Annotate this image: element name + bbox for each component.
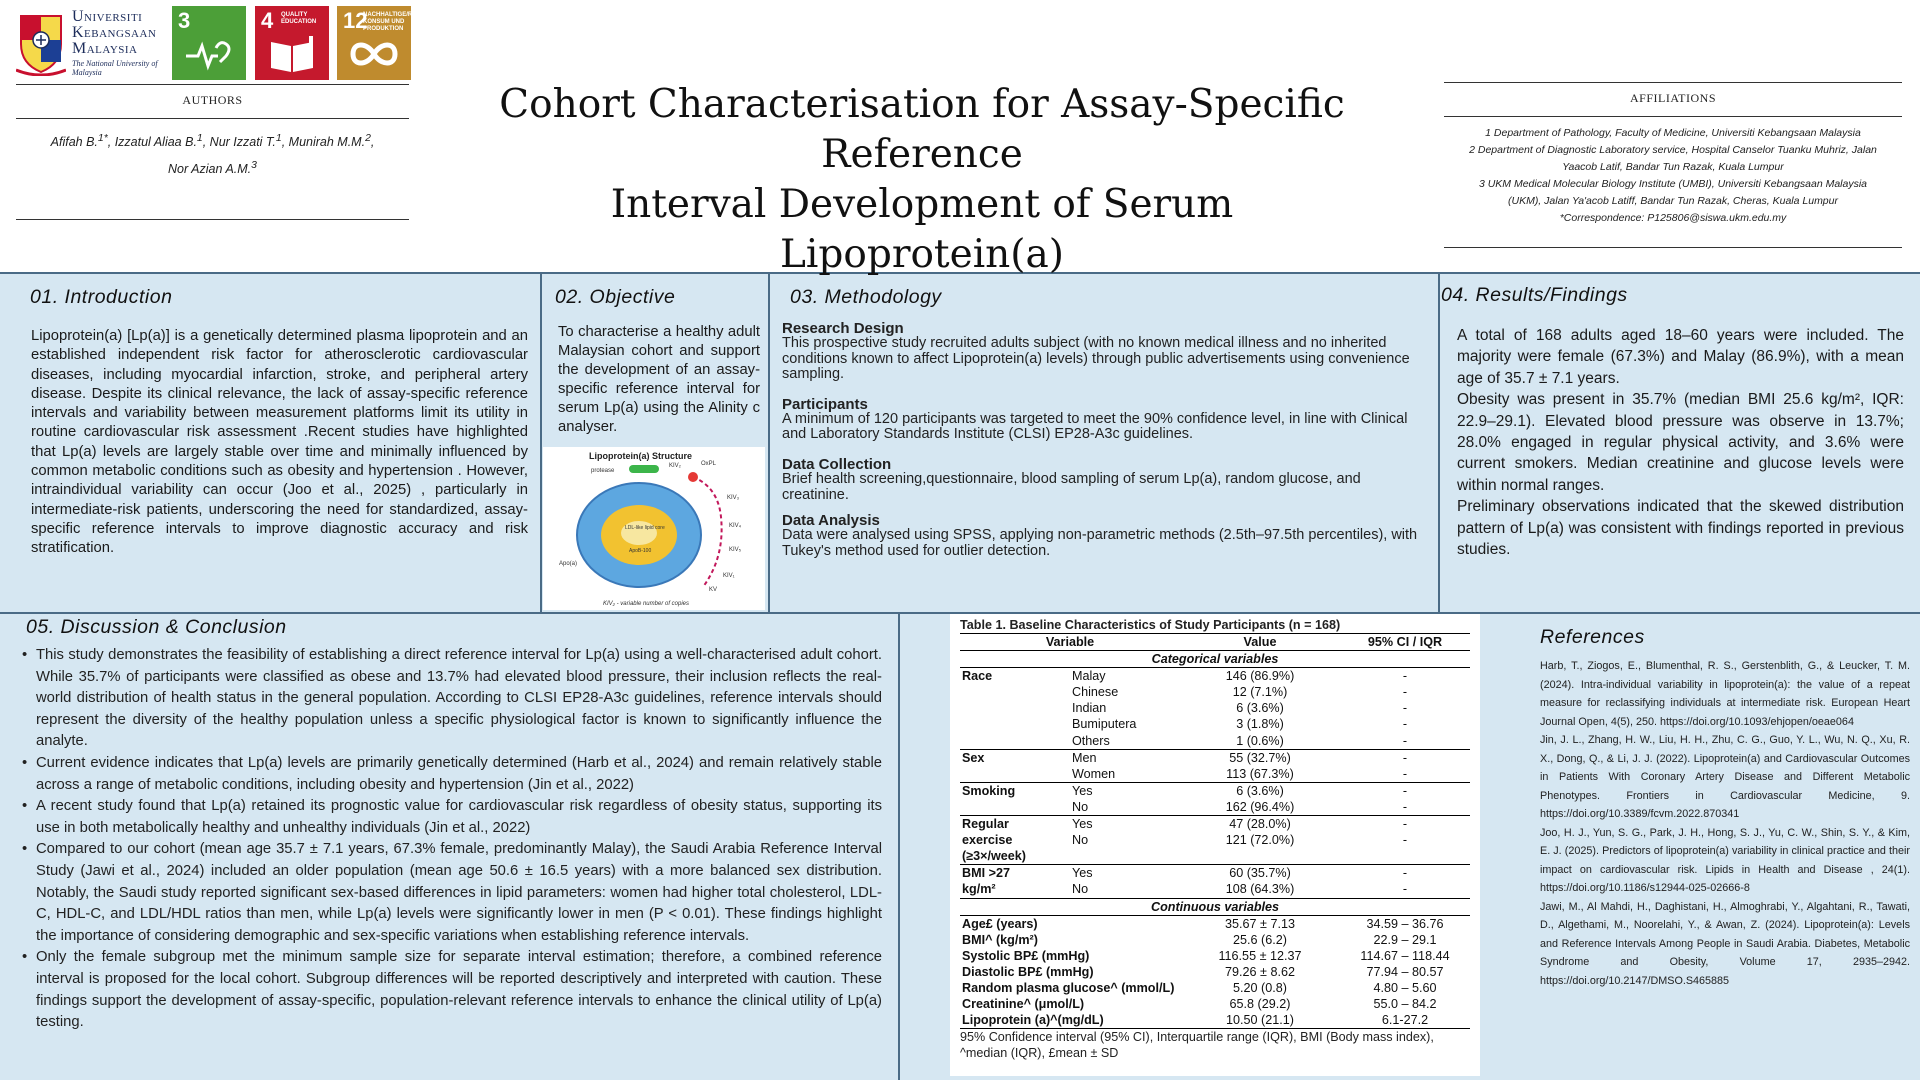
table-cell-ci: 22.9 – 29.1 — [1373, 932, 1437, 947]
ukm-crest-icon — [16, 10, 66, 76]
table-cell-category: Malay — [1072, 669, 1106, 684]
table-cell-ci: - — [1402, 669, 1408, 684]
figure-label: KIV₄ — [729, 523, 742, 529]
table-cell-ci: 34.59 – 36.76 — [1366, 916, 1444, 931]
figure-label: LDL-like lipid core — [625, 525, 665, 531]
infinity-icon — [347, 34, 401, 74]
table-cell-variable: Age£ (years) — [962, 916, 1038, 931]
table-section-label: Categorical variables — [960, 651, 1470, 668]
figure-label: OxPL — [701, 461, 717, 467]
table-cell-value: 65.8 (29.2) — [1229, 997, 1291, 1012]
reference-item: Joo, H. J., Yun, S. G., Park, J. H., Hong, S. J., Yu, C. W., Shin, S. Y., & Kim, E. J. (2025). Predictors of lipoprotein(a) variability in clinical practice and their impact on cardiovascular risk. Lipids in Health and Disease , 24(1). https://doi.org/10.1186/s12944-025-02666-8 — [1540, 826, 1910, 894]
results-paragraph: Preliminary observations indicated that the skewed distribution pattern of Lp(a) was consistent with findings reported in previous studies. — [1457, 498, 1904, 559]
sdg-number: 4 — [261, 8, 274, 33]
table-cell-value: 113 (67.3%) — [1226, 766, 1294, 781]
figure-label: KIV₅ — [729, 547, 742, 553]
table-cell-category: No — [1072, 799, 1089, 814]
discussion-bullet: • Only the female subgroup met the minimum sample size for separate interval estimation; therefore, a combined reference interval is proposed for the local cohort. Subgroup differences will be reported descriptively and interpreted with caution. These findings support the development of assay-specific, population-relevant reference intervals to enhance the clinical utility of Lp(a) testing. — [36, 947, 882, 1033]
table-section-row — [960, 898, 1470, 915]
table-row — [960, 716, 1470, 732]
figure-label: KV — [709, 587, 718, 593]
table-cell-value: 6 (3.6%) — [1236, 701, 1284, 716]
table-row — [960, 668, 1470, 685]
table-row — [960, 948, 1470, 964]
table-cell-ci: 77.94 – 80.57 — [1366, 964, 1444, 979]
affiliations-box — [1444, 82, 1902, 248]
table-cell-ci: - — [1340, 782, 1470, 799]
figure-title: Lipoprotein(a) Structure — [589, 451, 692, 461]
table-row — [960, 996, 1470, 1012]
logo-line-3: Malaysia — [72, 40, 138, 57]
title-line-1: Cohort Characterisation for Assay-Specific Reference — [499, 82, 1345, 177]
oxpl-dot — [688, 472, 698, 482]
table-row — [960, 684, 1470, 700]
author-name: Munirah M.M. — [288, 135, 366, 150]
table-cell-value: 162 (96.4%) — [1225, 799, 1295, 814]
discussion-bullet: • This study demonstrates the feasibility of establishing a direct reference interval for Lp(a) using a well-characterised adult cohort. While 35.7% of participants were classified as obese and 13.7% had elevated blood pressure, their inclusion reflects the real-world distribution of health status in the general population. According to CLSI EP28-A3c guidelines, reference intervals should represent the diversity of the healthy population unless a specific physiological factor is known to significantly influence the analyte. — [36, 645, 882, 753]
table-cell-ci: - — [1340, 749, 1470, 766]
divider — [1444, 82, 1902, 83]
poster-header — [0, 0, 1920, 277]
figure-label: KIV₂ — [669, 463, 681, 469]
section-title: 02. Objective — [555, 286, 676, 308]
table-cell-ci: - — [1340, 865, 1470, 882]
table-cell-variable: kg/m² — [962, 882, 996, 897]
figure-label: KIV₂ - variable number of copies — [603, 601, 689, 607]
table-header: Variable — [960, 634, 1180, 651]
table-cell-category: Yes — [1070, 782, 1180, 799]
affiliation-list — [1444, 125, 1902, 227]
section-title: References — [1540, 626, 1645, 648]
author-name: Izzatul Aliaa B. — [114, 135, 197, 150]
protease-shape — [629, 465, 659, 473]
method-heading: Data Analysis — [782, 512, 880, 530]
column-divider — [768, 274, 770, 612]
affiliation-line: Yaacob Latif, Bandar Tun Razak, Kuala Lumpur — [1562, 161, 1784, 173]
figure-label: KIV₃ — [727, 495, 740, 501]
table-row — [960, 832, 1470, 865]
table-cell-category: Bumiputera — [1072, 717, 1137, 732]
table-cell-value: 60 (35.7%) — [1180, 865, 1340, 882]
objective-text: To characterise a healthy adult Malaysian cohort and support the development of an assay-specific reference interval for serum Lp(a) using the Alinity c analyser. — [558, 324, 760, 435]
table-row — [960, 816, 1470, 833]
sdg-number: 3 — [178, 8, 191, 33]
sdg-4-badge — [255, 6, 329, 80]
author-list: Afifah B.$^{1*}$, Izzatul Aliaa B.$^1$, Nur Izzati T.$^1$, Munirah M.M.$^2$, Nor Azian A.M.$^3$ — [50, 133, 375, 177]
table-cell-variable: Smoking — [960, 782, 1070, 799]
table-cell-category: Men — [1070, 749, 1180, 766]
table-cell-category: Indian — [1072, 701, 1107, 716]
table-cell-category: No — [1072, 882, 1089, 897]
table-cell-value: 5.20 (0.8) — [1233, 980, 1287, 995]
baseline-table-panel — [950, 614, 1480, 1076]
section-title: 05. Discussion & Conclusion — [26, 616, 287, 638]
author-name: Nur Izzati T. — [209, 135, 276, 150]
table-row — [960, 915, 1470, 932]
results-section — [1440, 284, 1910, 610]
title-line-2: Interval Development of Serum — [610, 182, 1234, 227]
title-line-3: Lipoprotein(a) — [780, 232, 1064, 277]
table-cell-variable: BMI^ (kg/m²) — [962, 932, 1038, 947]
table-cell-value: 55 (32.7%) — [1180, 749, 1340, 766]
table-cell-ci: 4.80 – 5.60 — [1373, 980, 1437, 995]
table-row — [960, 700, 1470, 716]
table-cell-variable: Creatinine^ (μmol/L) — [962, 997, 1085, 1012]
table-row — [960, 964, 1470, 980]
table-cell-variable: BMI >27 — [960, 865, 1070, 882]
table-caption: Table 1. Baseline Characteristics of Study Participants (n = 168) — [960, 618, 1341, 632]
table-cell-ci: - — [1402, 685, 1408, 700]
reference-item: Harb, T., Ziogos, E., Blumenthal, R. S., Gerstenblith, G., & Leucker, T. M. (2024). Intra-individual variability in lipoprotein(a): the value of a repeat measure for reclassifying individuals at intermediate risk. European Heart Journal Open, 4(5), 250. https://doi.org/10.1093/ehjopen/oeae064 — [1540, 660, 1910, 728]
results-paragraph: Obesity was present in 35.7% (median BMI 25.6 kg/m², IQR: 22.9–29.1). Elevated blood pressure was observe in 13.7%; 28.0% engaged in regular physical activity, and 3.6% were current smokers. Median creatinine and glucose levels were within normal ranges. — [1457, 391, 1904, 494]
table-cell-ci: - — [1402, 799, 1408, 814]
figure-label: KIV₁ — [723, 573, 735, 579]
method-heading: Participants — [782, 395, 868, 413]
figure-label: Apo(a) — [559, 561, 578, 567]
reference-list — [1532, 657, 1910, 990]
ukm-logo — [16, 6, 166, 80]
discussion-section — [14, 616, 894, 1076]
section-title: 03. Methodology — [790, 286, 942, 308]
table-row — [960, 881, 1470, 898]
table-row — [960, 865, 1470, 882]
method-block-research-design — [782, 321, 1432, 383]
table-row — [960, 1012, 1470, 1029]
table-cell-variable: exercise (≥3×/week) — [962, 833, 1026, 864]
column-divider — [898, 612, 900, 1080]
reference-item: Jin, J. L., Zhang, H. W., Liu, H. H., Zhu, C. G., Guo, Y. L., Wu, N. Q., Xu, R. X., Dong, Q., & Li, J. J. (2022). Lipoprotein(a) and Cardiovascular Outcomes in Patients With Coronary Artery Disease and Different Metabolic Phenotypes. Frontiers in Cardiovascular Medicine, 9. https://doi.org/10.3389/fcvm.2022.870341 — [1540, 734, 1910, 820]
reference-item: Jawi, M., Al Mahdi, H., Daghistani, H., Almoghrabi, Y., Algahtani, R., Tawati, D., Algethami, M., Noorelahi, Y., & Awan, Z. (2024). Lipoprotein(a): Levels and Reference Intervals Among People in Saudi Arabia. Diabetes, Metabolic Syndrome and Obesity, Volume 17, 2935–2942. https://doi.org/10.2147/DMSO.S465885 — [1540, 900, 1910, 987]
table-cell-category: Others — [1072, 733, 1110, 748]
table-cell-value: 6 (3.6%) — [1180, 782, 1340, 799]
discussion-bullet: • Current evidence indicates that Lp(a) levels are primarily genetically determined (Harb et al., 2024) and remain relatively stable across a range of metabolic conditions, including obesity and hypertension (Jin et al., 2022) — [36, 753, 882, 796]
sdg-12-badge — [337, 6, 411, 80]
table-footnote: 95% Confidence interval (95% CI), Interquartile range (IQR), BMI (Body mass index), ^median (IQR), £mean ± SD — [960, 1030, 1434, 1061]
table-row — [960, 799, 1470, 816]
discussion-list — [14, 645, 894, 1034]
table-cell-ci: - — [1340, 816, 1470, 833]
table-header-row — [960, 634, 1470, 651]
authors-heading: AUTHORS — [182, 93, 243, 107]
divider — [16, 219, 409, 220]
table-cell-ci: 6.1-27.2 — [1340, 1012, 1470, 1029]
table-cell-ci: - — [1402, 717, 1408, 732]
figure-label: ApoB-100 — [629, 548, 652, 554]
table-cell-ci: 114.67 – 118.44 — [1360, 948, 1450, 963]
table-row — [960, 782, 1470, 799]
results-text — [1440, 325, 1910, 560]
method-block-data-analysis — [782, 513, 1432, 559]
baseline-table — [960, 633, 1470, 1029]
table-cell-category: Yes — [1070, 865, 1180, 882]
methodology-section — [782, 286, 1432, 612]
section-title: 01. Introduction — [30, 286, 173, 308]
affiliation-line: 3 UKM Medical Molecular Biology Institute (UMBI), Universiti Kebangsaan Malaysia — [1478, 178, 1868, 190]
table-cell-value: 25.6 (6.2) — [1233, 932, 1287, 947]
heartbeat-icon — [182, 34, 236, 74]
logo-line-2: Kebangsaan — [72, 24, 157, 41]
table-cell-ci: 55.0 – 84.2 — [1373, 997, 1437, 1012]
table-cell-ci: - — [1402, 766, 1408, 781]
correspondence-email: *Correspondence: P125806@siswa.ukm.edu.my — [1559, 212, 1787, 224]
table-cell-variable — [960, 733, 1070, 750]
table-cell-variable: Race — [962, 669, 993, 684]
table-cell-category: Yes — [1070, 816, 1180, 833]
table-cell-value: 121 (72.0%) — [1225, 833, 1295, 848]
method-body: A minimum of 120 participants was targeted to meet the 90% confidence level, in line with Clinical and Laboratory Standards Institute (CLSI) EP28-A3c guidelines. — [782, 410, 1408, 443]
table-cell-value: 35.67 ± 7.13 — [1225, 916, 1295, 931]
table-cell-value: 10.50 (21.1) — [1180, 1012, 1340, 1029]
introduction-text: Lipoprotein(a) [Lp(a)] is a genetically determined plasma lipoprotein and an established independent risk factor for atherosclerotic cardiovascular diseases, including myocardial infarction, stroke, and peripheral artery disease. Despite its clinical relevance, the lack of assay-specific reference intervals and variability between measurement platforms limit its utility in routine cardiovascular risk assessment .Recent studies have highlighted that Lp(a) levels are largely stable over time and minimally influenced by common metabolic conditions such as obesity and hypertension . However, intraindividual variability can occur (Joo et al., 2025) , particularly in intermediate-risk patients, underscoring the need for standardized, assay-specific reference intervals to improve diagnostic accuracy and risk stratification. — [31, 328, 528, 557]
table-section-label: Continuous variables — [960, 898, 1470, 915]
discussion-bullet: • Compared to our cohort (mean age 35.7 ± 7.1 years, 67.3% female, predominantly Malay), the Saudi Arabia Reference Interval Study (Jawi et al., 2024) included an older population (mean age 50.6 ± 16.5 years) with a more balanced sex distribution. Notably, the Saudi study reported significant sex-based differences in lipid parameters: women had higher total cholesterol, LDL-C, HDL-C, and LDL/HDL ratios than men, while Lp(a) levels were significantly lower in men (P < 0.01). These findings highlight the importance of considering demographic and sex-specific variations when establishing reference intervals. — [36, 839, 882, 947]
method-block-data-collection — [782, 457, 1432, 503]
table-cell-value: 3 (1.8%) — [1236, 717, 1284, 732]
table-cell-category: Chinese — [1072, 685, 1119, 700]
sdg-number: 12 — [343, 8, 368, 33]
affiliations-heading: AFFILIATIONS — [1629, 91, 1716, 105]
authors-box — [16, 84, 409, 220]
table-cell-value: 79.26 ± 8.62 — [1225, 964, 1295, 979]
table-cell-ci: - — [1402, 833, 1408, 848]
table-cell-variable: Lipoprotein (a)^(mg/dL) — [960, 1012, 1180, 1029]
discussion-bullet: • A recent study found that Lp(a) retained its prognostic value for cardiovascular risk regardless of obesity status, supporting its use in both metabolically healthy and unhealthy individuals (Jin et al., 2022) — [36, 796, 882, 839]
sdg-label: QUALITY EDUCATION — [281, 12, 317, 25]
table-header: Value — [1180, 634, 1340, 651]
table-cell-ci: - — [1402, 733, 1408, 748]
section-title: 04. Results/Findings — [1441, 284, 1628, 306]
table-cell-variable — [960, 799, 1070, 816]
table-cell-value: 108 (64.3%) — [1225, 882, 1295, 897]
divider — [1444, 247, 1902, 248]
introduction-section — [14, 286, 534, 612]
author-name: Nor Azian A.M. — [168, 162, 252, 177]
table-cell-category: No — [1072, 833, 1089, 848]
table-cell-value: 12 (7.1%) — [1232, 685, 1288, 700]
table-row — [960, 749, 1470, 766]
table-cell-value: 1 (0.6%) — [1236, 733, 1284, 748]
divider — [16, 84, 409, 85]
method-body: Data were analysed using SPSS, applying non-parametric methods (2.5th–97.5th percentiles), with Tukey's method used for outlier detection. — [782, 527, 1418, 559]
table-cell-value: 146 (86.9%) — [1225, 669, 1295, 684]
method-body: This prospective study recruited adults subject (with no known medical illness and no inherited conditions known to affect Lipoprotein(a) levels) through public advertisements using convenience sampling. — [782, 335, 1410, 383]
author-name: Afifah B. — [50, 135, 98, 150]
method-block-participants — [782, 397, 1432, 443]
poster-title — [412, 80, 1432, 280]
table-cell-variable: Diastolic BP£ (mmHg) — [962, 964, 1094, 979]
table-cell-variable — [960, 684, 1070, 700]
table-cell-ci: - — [1402, 701, 1408, 716]
ukm-wordmark — [72, 9, 166, 77]
lipoprotein-structure-figure — [543, 447, 765, 610]
table-cell-variable: Systolic BP£ (mmHg) — [962, 948, 1090, 963]
table-cell-variable — [960, 766, 1070, 783]
table-cell-category: Women — [1072, 766, 1116, 781]
table-row — [960, 766, 1470, 783]
sdg-3-badge — [172, 6, 246, 80]
table-header: 95% CI / IQR — [1340, 634, 1470, 651]
table-cell-ci: - — [1402, 882, 1408, 897]
sdg-label: NACHHALTIGE/R KONSUM UND PRODUKTION — [363, 12, 413, 32]
table-row — [960, 932, 1470, 948]
results-paragraph: A total of 168 adults aged 18–60 years were included. The majority were female (67.3%) and Malay (86.9%), with a mean age of 35.7 ± 7.1 years. — [1457, 327, 1904, 387]
table-cell-variable: Regular — [960, 816, 1070, 833]
method-heading: Research Design — [782, 320, 904, 337]
references-section — [1532, 626, 1910, 1076]
method-body: Brief health screening,questionnaire, blood sampling of serum Lp(a), random glucose, and creatinine. — [782, 470, 1361, 503]
affiliation-line: (UKM), Jalan Ya'acob Latiff, Bandar Tun Razak, Cheras, Kuala Lumpur — [1507, 195, 1838, 207]
divider — [1444, 116, 1902, 117]
affiliation-line: 2 Department of Diagnostic Laboratory service, Hospital Canselor Tuanku Muhriz, Jalan — [1469, 144, 1877, 156]
logo-tagline: The National University of Malaysia — [72, 59, 158, 77]
table-cell-variable — [960, 700, 1070, 716]
table-cell-variable: Sex — [960, 749, 1070, 766]
table-cell-value: 116.55 ± 12.37 — [1218, 948, 1302, 963]
table-cell-variable — [960, 716, 1070, 732]
book-icon — [265, 34, 319, 74]
table-section-row — [960, 651, 1470, 668]
table-row — [960, 733, 1470, 750]
figure-label: protease — [591, 468, 615, 474]
table-cell-value: 47 (28.0%) — [1180, 816, 1340, 833]
affiliation-line: 1 Department of Pathology, Faculty of Medicine, Universiti Kebangsaan Malaysia — [1485, 127, 1861, 139]
logo-line-1: Universiti — [72, 8, 143, 25]
table-cell-variable: Random plasma glucose^ (mmol/L) — [962, 980, 1175, 995]
method-heading: Data Collection — [782, 455, 892, 473]
table-row — [960, 980, 1470, 996]
column-divider — [540, 274, 542, 612]
